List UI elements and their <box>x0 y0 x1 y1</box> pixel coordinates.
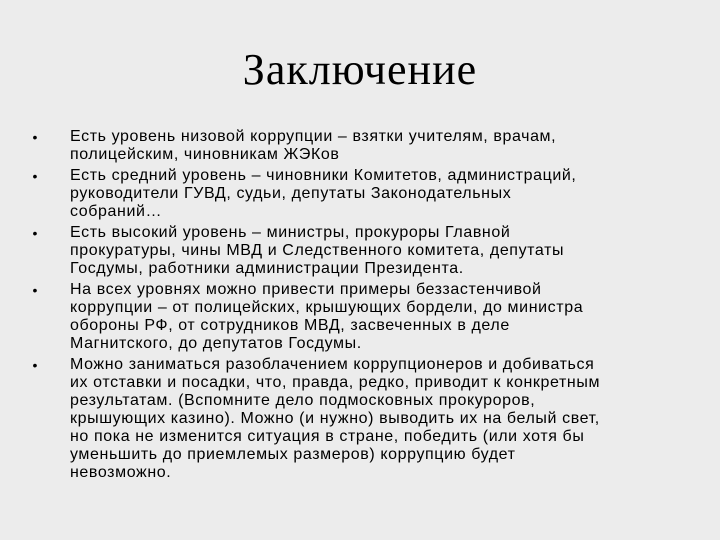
bullet-text-line: Можно заниматься разоблачением коррупционеров и добиваться <box>70 356 595 373</box>
bullet-dot-icon: • <box>32 225 38 241</box>
bullet-text-line: Есть уровень низовой коррупции – взятки учителям, врачам, <box>70 128 557 145</box>
bullet-text-line: результатам. (Вспомните дело подмосковных прокуроров, <box>70 392 536 409</box>
bullet-text-line: невозможно. <box>70 464 172 481</box>
bullet-dot-icon: • <box>32 168 38 184</box>
bullet-dot-icon: • <box>32 357 38 373</box>
bullet-item <box>32 281 710 353</box>
bullet-text-line: уменьшить до приемлемых размеров) коррупцию будет <box>70 446 516 463</box>
bullet-dot-icon: • <box>32 129 38 145</box>
bullet-item <box>32 167 710 221</box>
bullet-text-line: Госдумы, работники администрации Президента. <box>70 260 464 277</box>
bullet-dot-icon: • <box>32 282 38 298</box>
bullet-text-line: Есть высокий уровень – министры, прокуроры Главной <box>70 224 511 241</box>
bullet-text-line: коррупции – от полицейских, крышующих бордели, до министра <box>70 299 584 316</box>
bullet-item <box>32 356 710 482</box>
bullet-text-line: обороны РФ, от сотрудников МВД, засвеченных в деле <box>70 317 510 334</box>
bullet-text-line: На всех уровнях можно привести примеры беззастенчивой <box>70 281 542 298</box>
bullet-text-line: крышующих казино). Можно (и нужно) выводить их на белый свет, <box>70 410 600 427</box>
slide-title: Заключение <box>242 45 478 94</box>
bullet-text-line: собраний… <box>70 203 163 220</box>
bullet-text-line: но пока не изменится ситуация в стране, победить (или хотя бы <box>70 428 585 445</box>
bullet-text-line: руководители ГУВД, судьи, депутаты Законодательных <box>70 185 512 202</box>
bullet-text-line: прокуратуры, чины МВД и Следственного комитета, депутаты <box>70 242 565 259</box>
bullet-text-line: их отставки и посадки, что, правда, редко, приводит к конкретным <box>70 374 601 391</box>
bullet-text-line: Магнитского, до депутатов Госдумы. <box>70 335 362 352</box>
bullet-text-line: Есть средний уровень – чиновники Комитетов, администраций, <box>70 167 577 184</box>
bullet-item <box>32 128 710 164</box>
bullet-item <box>32 224 710 278</box>
bullet-list <box>32 128 710 485</box>
bullet-text-line: полицейским, чиновникам ЖЭКов <box>70 146 340 163</box>
